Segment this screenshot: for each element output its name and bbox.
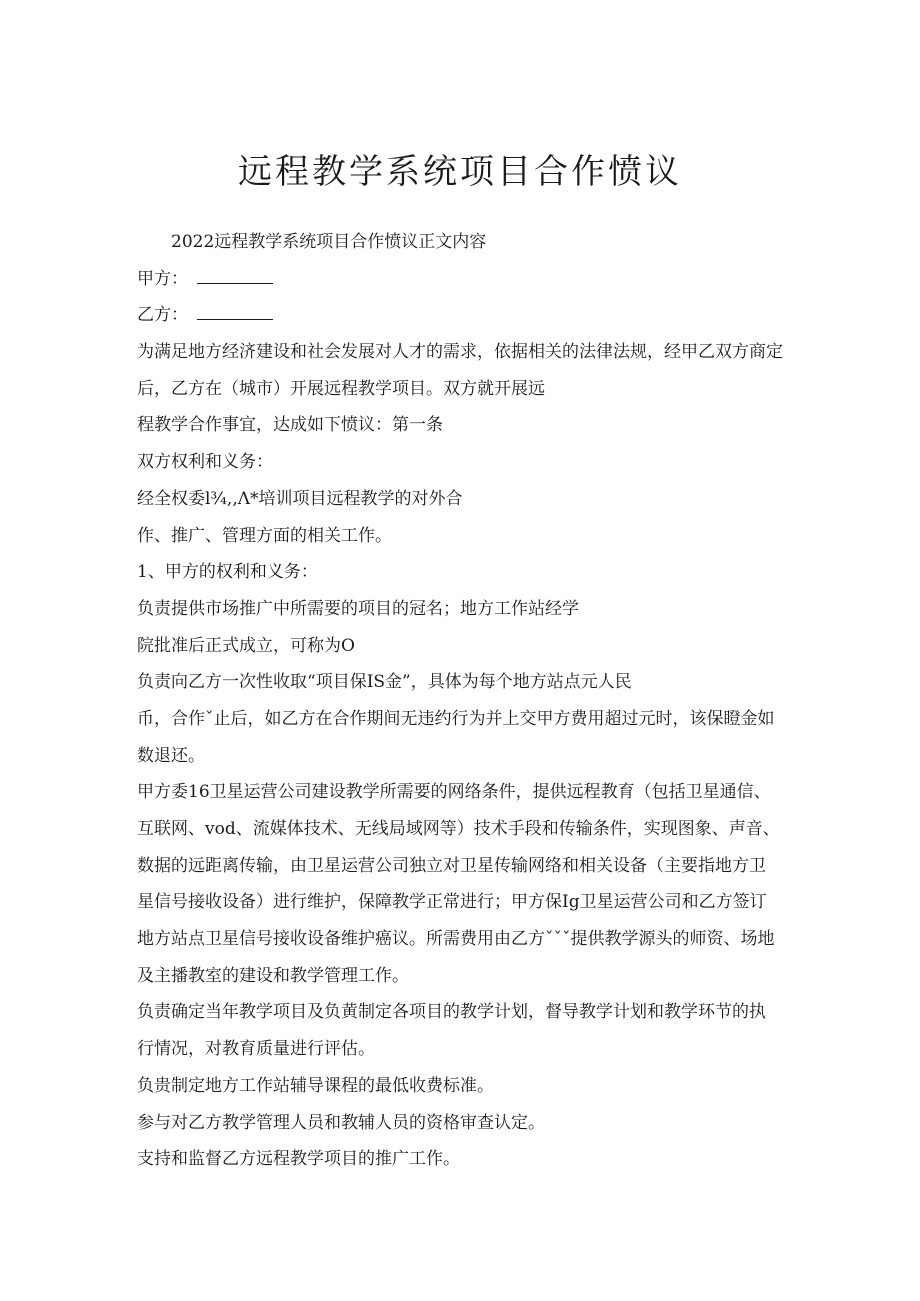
paragraph-line: 互联网、vod、流媒体技术、无线局域网等）技术手段和传输条件，实现图象、声音、 [137,819,780,839]
document-body [137,224,797,1178]
paragraph-line: 甲方委16卫星运营公司建设教学所需要的网络条件，提供远程教育（包括卫星通信、 [137,782,771,803]
paragraph-line: 作、推广、管理方面的相关工作。 [137,525,392,546]
paragraph-line: 负责提供市场推广中所需要的项目的冠名；地方工作站经学 [137,598,579,619]
party-b-line [137,297,797,334]
paragraph-line: 后，乙方在（城市）开展远程教学项目。双方就开展远 [137,378,545,399]
paragraph-line: 行情况，对教育质量进行评估。 [137,1039,375,1060]
paragraph-line: 双方权利和义务： [137,452,273,473]
paragraph-line: 1、甲方的权利和义务： [137,562,318,583]
paragraph-line: 地方站点卫星信号接收设备维护癌议。所需费用由乙方ˇˇˇ提供教学源头的师资、场地 [137,929,775,950]
paragraph-line: 负责向乙方一次性收取“项目保IS金”，具体为每个地方站点元人民 [137,672,632,693]
paragraph-line: 及主播教室的建设和教学管理工作。 [137,965,409,986]
paragraph-line: 院批准后正式成立，可称为O [137,635,355,656]
party-b-label: 乙方： [137,305,188,326]
paragraph-line: 负责确定当年教学项目及负黄制定各项目的教学计划，督导教学计划和教学环节的执 [137,1002,766,1023]
paragraph-line: 数退还。 [137,745,205,766]
party-b-blank [197,305,273,320]
paragraph-line: 程教学合作事宜，达成如下愤议：第一条 [137,415,443,436]
paragraph-line: 星信号接收设备）进行维护，保障教学正常进行；甲方保Ig卫星运营公司和乙方签订 [137,892,767,913]
document-subtitle: 2022远程教学系统项目合作愤议正文内容 [171,232,487,252]
party-a-line [137,261,797,298]
paragraph-line: 为满足地方经济建设和社会发展对人才的需求，依据相关的法律法规，经甲乙双方商定 [137,342,783,363]
party-a-label: 甲方： [137,268,188,289]
paragraph-line: 经全权委l¾,,Λ*培训项目远程教学的对外合 [137,488,463,509]
party-a-blank [197,269,273,284]
paragraph-line: 负贵制定地方工作站辅导课程的最低收费标准。 [137,1075,494,1096]
paragraph-line: 支持和监督乙方远程教学项目的推广工作。 [137,1149,460,1170]
paragraph-line: 币，合作ˇ止后，如乙方在合作期间无违约行为并上交甲方费用超过元时，该保瞪金如 [137,708,775,729]
paragraph-line: 数据的远距离传输，由卫星运营公司独立对卫星传输网络和相关设备（主要指地方卫 [137,855,766,876]
document-title: 远程教学系统项目合作愤议 [238,152,682,192]
paragraph-line: 参与对乙方教学管理人员和教辅人员的资格审查认定。 [137,1112,545,1133]
